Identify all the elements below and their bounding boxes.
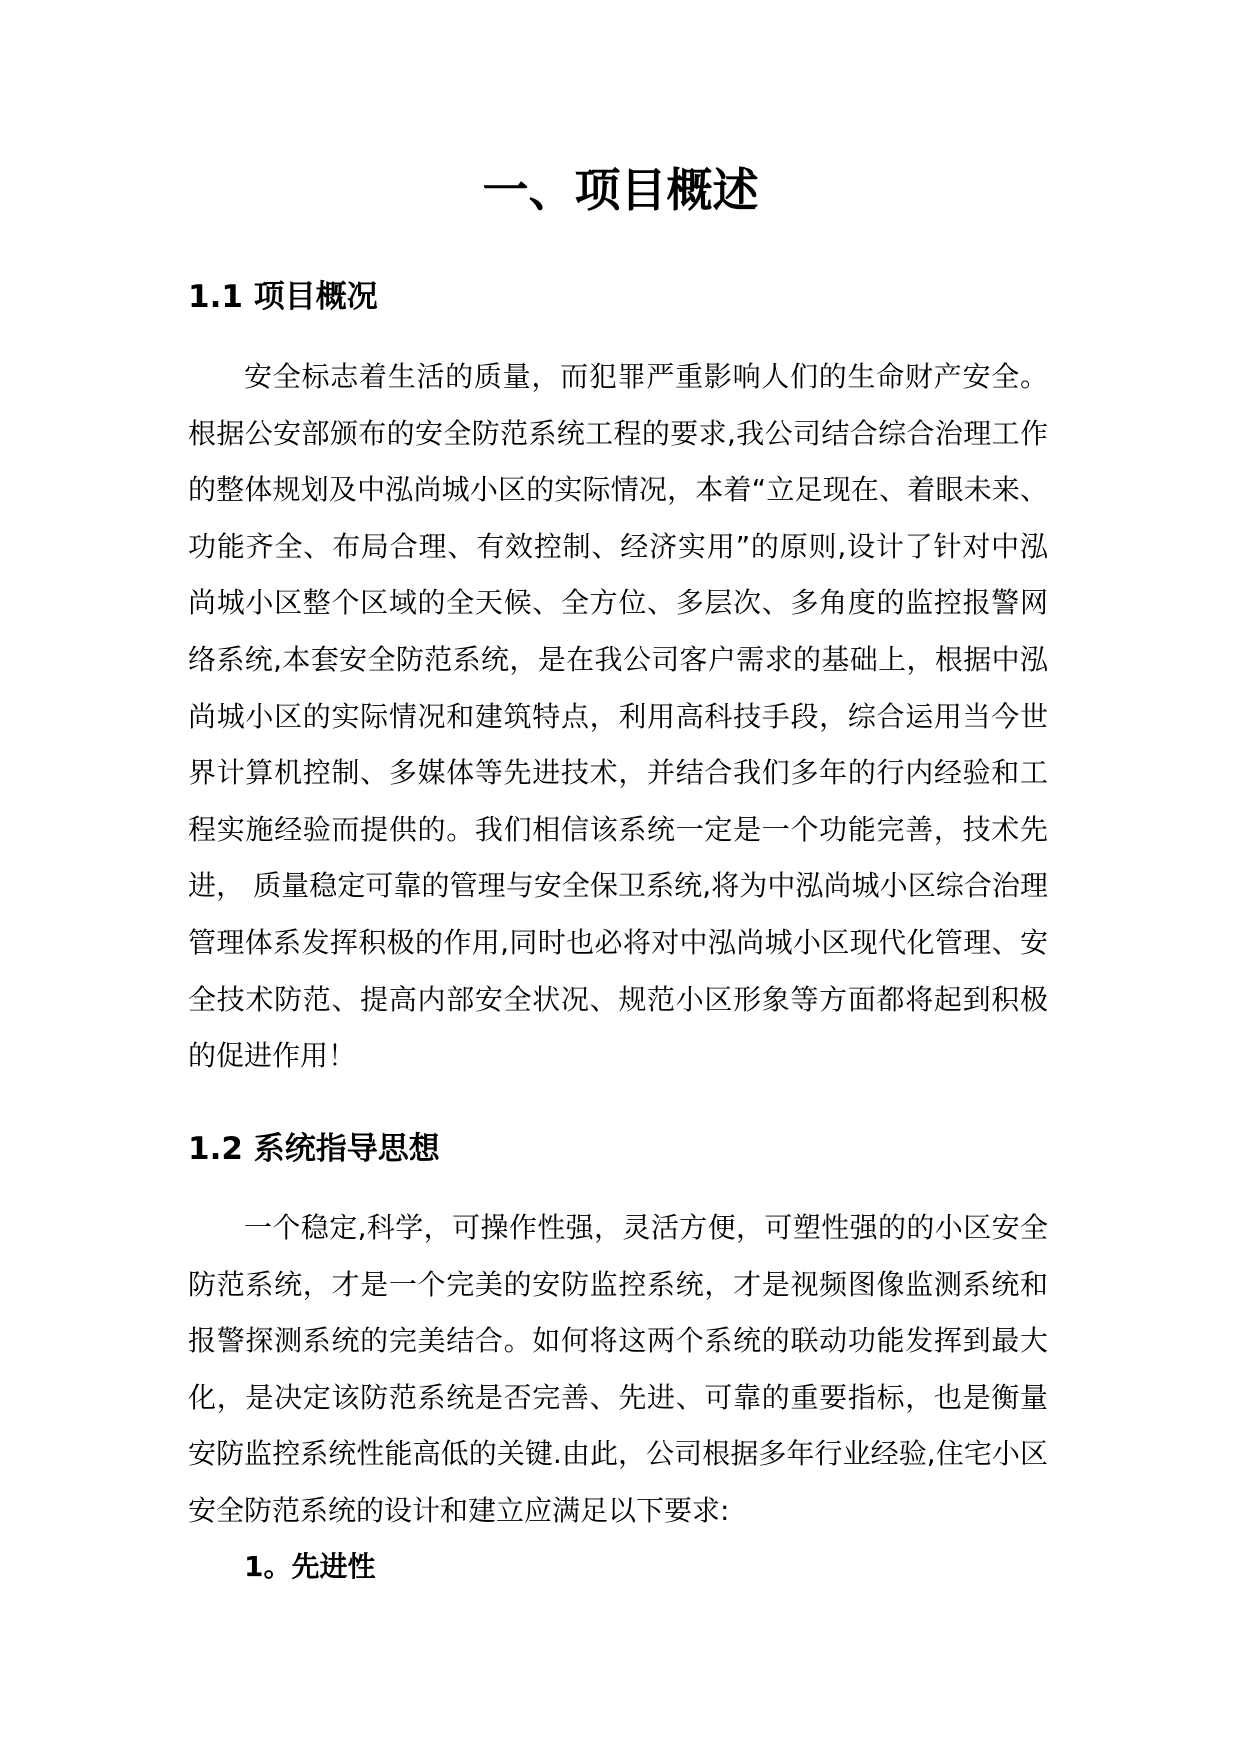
section-heading-1-1: 1.1 项目概况 (188, 279, 378, 315)
page-title: 一、项目概述 (482, 163, 759, 217)
list-item-advanced: 1。先进性 (244, 1550, 376, 1583)
section-1-1-paragraph: 安全标志着生活的质量，而犯罪严重影响人们的生命财产安全。根据公安部颁布的安全防范系统工程的要求,我公司结合综合治理工作的整体规划及中泓尚城小区的实际情况，本着“立足现在、着眼未来、功能齐全、布局合理、有效控制、经济实用”的原则,设计了针对中泓尚城小区整个区域的全天候、全方位、多层次、多角度的监控报警网络系统,本套安全防范系统，是在我公司客户需求的基础上，根据中泓尚城小区的实际情况和建筑特点，利用高科技手段，综合运用当今世界计算机控制、多媒体等先进技术，并结合我们多年的行内经验和工程实施经验而提供的。我们相信该系统一定是一个功能完善，技术先进， 质量稳定可靠的管理与安全保卫系统,将为中泓尚城小区综合治理管理体系发挥积极的作用,同时也必将对中泓尚城小区现代化管理、安全技术防范、提高内部安全状况、规范小区形象等方面都将起到积极的促进作用！ (188, 360, 1048, 1073)
section-heading-1-2: 1.2 系统指导思想 (188, 1131, 440, 1167)
section-1-2-paragraph: 一个稳定,科学，可操作性强，灵活方便，可塑性强的的小区安全防范系统，才是一个完美的安防监控系统，才是视频图像监测系统和报警探测系统的完美结合。如何将这两个系统的联动功能发挥到最大化，是决定该防范系统是否完善、先进、可靠的重要指标，也是衡量安防监控系统性能高低的关键.由此，公司根据多年行业经验,住宅小区安全防范系统的设计和建立应满足以下要求: (188, 1211, 1048, 1527)
